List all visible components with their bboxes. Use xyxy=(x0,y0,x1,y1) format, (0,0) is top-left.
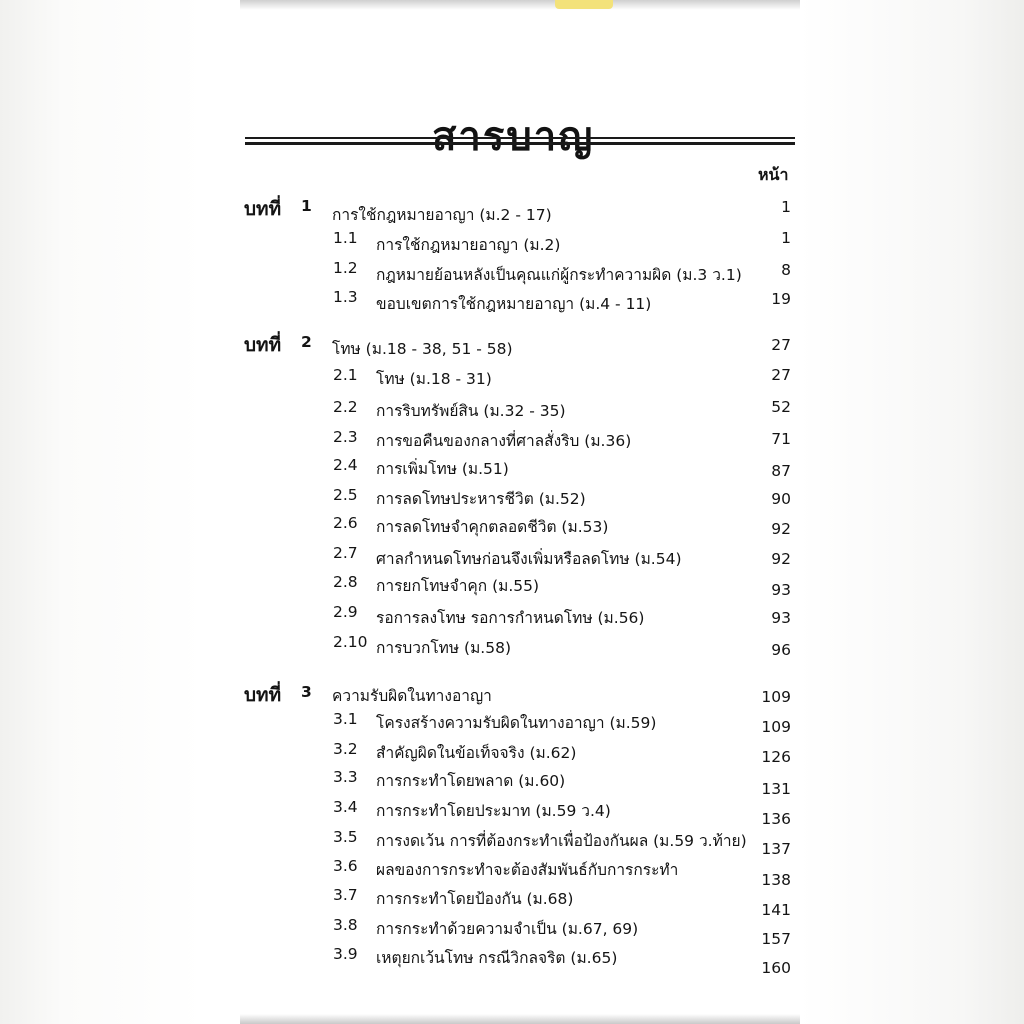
toc-section-row xyxy=(0,259,1024,283)
section-page: 52 xyxy=(771,398,791,416)
section-number: 2.5 xyxy=(333,486,358,504)
toc-section-row xyxy=(0,633,1024,657)
section-number: 3.9 xyxy=(333,945,358,963)
toc-section-row xyxy=(0,456,1024,480)
chapter-number: 1 xyxy=(301,197,312,215)
section-title: การกระทำด้วยความจำเป็น (ม.67, 69) xyxy=(376,920,639,938)
section-number: 2.9 xyxy=(333,603,358,621)
section-number: 2.3 xyxy=(333,428,358,446)
section-page: 8 xyxy=(781,261,791,279)
section-title: การยกโทษจำคุก (ม.55) xyxy=(376,577,540,595)
toc-section-row xyxy=(0,710,1024,734)
section-page: 157 xyxy=(761,930,791,948)
section-title: การเพิ่มโทษ (ม.51) xyxy=(376,460,509,478)
section-number: 3.1 xyxy=(333,710,358,728)
section-number: 3.8 xyxy=(333,916,358,934)
toc-section-row xyxy=(0,798,1024,828)
chapter-number: 2 xyxy=(301,333,312,351)
section-number: 2.7 xyxy=(333,544,358,562)
section-title: โทษ (ม.18 - 31) xyxy=(376,370,492,388)
section-title: ผลของการกระทำจะต้องสัมพันธ์กับการกระทำ xyxy=(376,861,679,879)
section-title: สำคัญผิดในข้อเท็จจริง (ม.62) xyxy=(376,744,577,762)
section-number: 3.2 xyxy=(333,740,358,758)
toc-section-row xyxy=(0,740,1024,764)
section-number: 3.3 xyxy=(333,768,358,786)
chapter-title: ความรับผิดในทางอาญา xyxy=(332,687,492,705)
section-number: 3.6 xyxy=(333,857,358,875)
section-number: 2.6 xyxy=(333,514,358,532)
section-page: 141 xyxy=(761,901,791,919)
toc-section-row xyxy=(0,486,1024,510)
section-title: รอการลงโทษ รอการกำหนดโทษ (ม.56) xyxy=(376,609,645,627)
section-page: 138 xyxy=(761,871,791,889)
section-number: 2.8 xyxy=(333,573,358,591)
section-page: 19 xyxy=(771,290,791,308)
page-top-edge-shadow xyxy=(240,0,800,10)
section-number: 1.3 xyxy=(333,288,358,306)
section-page: 27 xyxy=(771,366,791,384)
toc-section-row xyxy=(0,544,1024,568)
section-page: 87 xyxy=(771,462,791,480)
section-page: 126 xyxy=(761,748,791,766)
section-title: การริบทรัพย์สิน (ม.32 - 35) xyxy=(376,402,566,420)
page-column-header: หน้า xyxy=(758,165,789,184)
section-number: 3.7 xyxy=(333,886,358,904)
chapter-label: บทที่ xyxy=(244,334,282,356)
chapter-page: 27 xyxy=(771,336,791,354)
section-page: 136 xyxy=(761,810,791,828)
section-page: 160 xyxy=(761,959,791,977)
section-page: 1 xyxy=(781,229,791,247)
toc-section-row xyxy=(0,945,1024,977)
section-page: 109 xyxy=(761,718,791,736)
chapter-page: 109 xyxy=(761,688,791,706)
section-title: การลดโทษประหารชีวิต (ม.52) xyxy=(376,490,586,508)
chapter-label: บทที่ xyxy=(244,684,282,706)
section-title: การกระทำโดยพลาด (ม.60) xyxy=(376,772,566,790)
section-page: 137 xyxy=(761,840,791,858)
toc-section-row xyxy=(0,857,1024,889)
toc-section-row xyxy=(0,398,1024,422)
toc-section-row xyxy=(0,603,1024,627)
section-title: การลดโทษจำคุกตลอดชีวิต (ม.53) xyxy=(376,518,609,536)
section-title: เหตุยกเว้นโทษ กรณีวิกลจริต (ม.65) xyxy=(376,949,618,967)
toc-section-row xyxy=(0,886,1024,919)
chapter-label: บทที่ xyxy=(244,198,282,220)
section-page: 93 xyxy=(771,581,791,599)
toc-section-row xyxy=(0,428,1024,452)
section-title: การกระทำโดยประมาท (ม.59 ว.4) xyxy=(376,802,611,820)
chapter-number: 3 xyxy=(301,683,312,701)
page-bottom-edge-shadow xyxy=(240,1014,800,1024)
chapter-page: 1 xyxy=(781,198,791,216)
section-number: 2.2 xyxy=(333,398,358,416)
toc-section-row xyxy=(0,514,1024,538)
title-rule-thick xyxy=(245,142,795,145)
toc-section-row xyxy=(0,366,1024,390)
chapter-title: การใช้กฎหมายอาญา (ม.2 - 17) xyxy=(332,206,552,224)
section-page: 93 xyxy=(771,609,791,627)
section-title: ขอบเขตการใช้กฎหมายอาญา (ม.4 - 11) xyxy=(376,295,652,313)
section-title: การขอคืนของกลางที่ศาลสั่งริบ (ม.36) xyxy=(376,432,632,450)
toc-section-row xyxy=(0,573,1024,597)
section-title: การใช้กฎหมายอาญา (ม.2) xyxy=(376,236,561,254)
title-rule-thin xyxy=(245,137,795,139)
toc-chapter-row xyxy=(0,330,1024,358)
toc-section-row xyxy=(0,768,1024,798)
section-title: การบวกโทษ (ม.58) xyxy=(376,639,511,657)
section-title: การกระทำโดยป้องกัน (ม.68) xyxy=(376,890,574,908)
section-page: 92 xyxy=(771,550,791,568)
section-page: 71 xyxy=(771,430,791,448)
toc-title xyxy=(432,104,594,168)
chapter-title: โทษ (ม.18 - 38, 51 - 58) xyxy=(332,340,513,358)
section-title: กฎหมายย้อนหลังเป็นคุณแก่ผู้กระทำความผิด (ม.3 ว.1) xyxy=(376,266,742,284)
toc-chapter-row xyxy=(0,680,1024,704)
section-number: 3.4 xyxy=(333,798,358,816)
section-number: 2.1 xyxy=(333,366,358,384)
section-number: 3.5 xyxy=(333,828,358,846)
section-number: 2.4 xyxy=(333,456,358,474)
section-number: 2.10 xyxy=(333,633,368,651)
section-title: การงดเว้น การที่ต้องกระทำเพื่อป้องกันผล (ม.59 ว.ท้าย) xyxy=(376,832,747,850)
section-number: 1.2 xyxy=(333,259,358,277)
toc-chapter-row xyxy=(0,194,1024,224)
page-marker-tab xyxy=(555,0,613,9)
section-title: โครงสร้างความรับผิดในทางอาญา (ม.59) xyxy=(376,714,657,732)
toc-section-row xyxy=(0,229,1024,253)
section-page: 96 xyxy=(771,641,791,659)
section-page: 90 xyxy=(771,490,791,508)
toc-section-row xyxy=(0,916,1024,948)
section-title: ศาลกำหนดโทษก่อนจึงเพิ่มหรือลดโทษ (ม.54) xyxy=(376,550,682,568)
toc-section-row xyxy=(0,288,1024,312)
section-page: 131 xyxy=(761,780,791,798)
section-page: 92 xyxy=(771,520,791,538)
toc-section-row xyxy=(0,828,1024,858)
section-number: 1.1 xyxy=(333,229,358,247)
